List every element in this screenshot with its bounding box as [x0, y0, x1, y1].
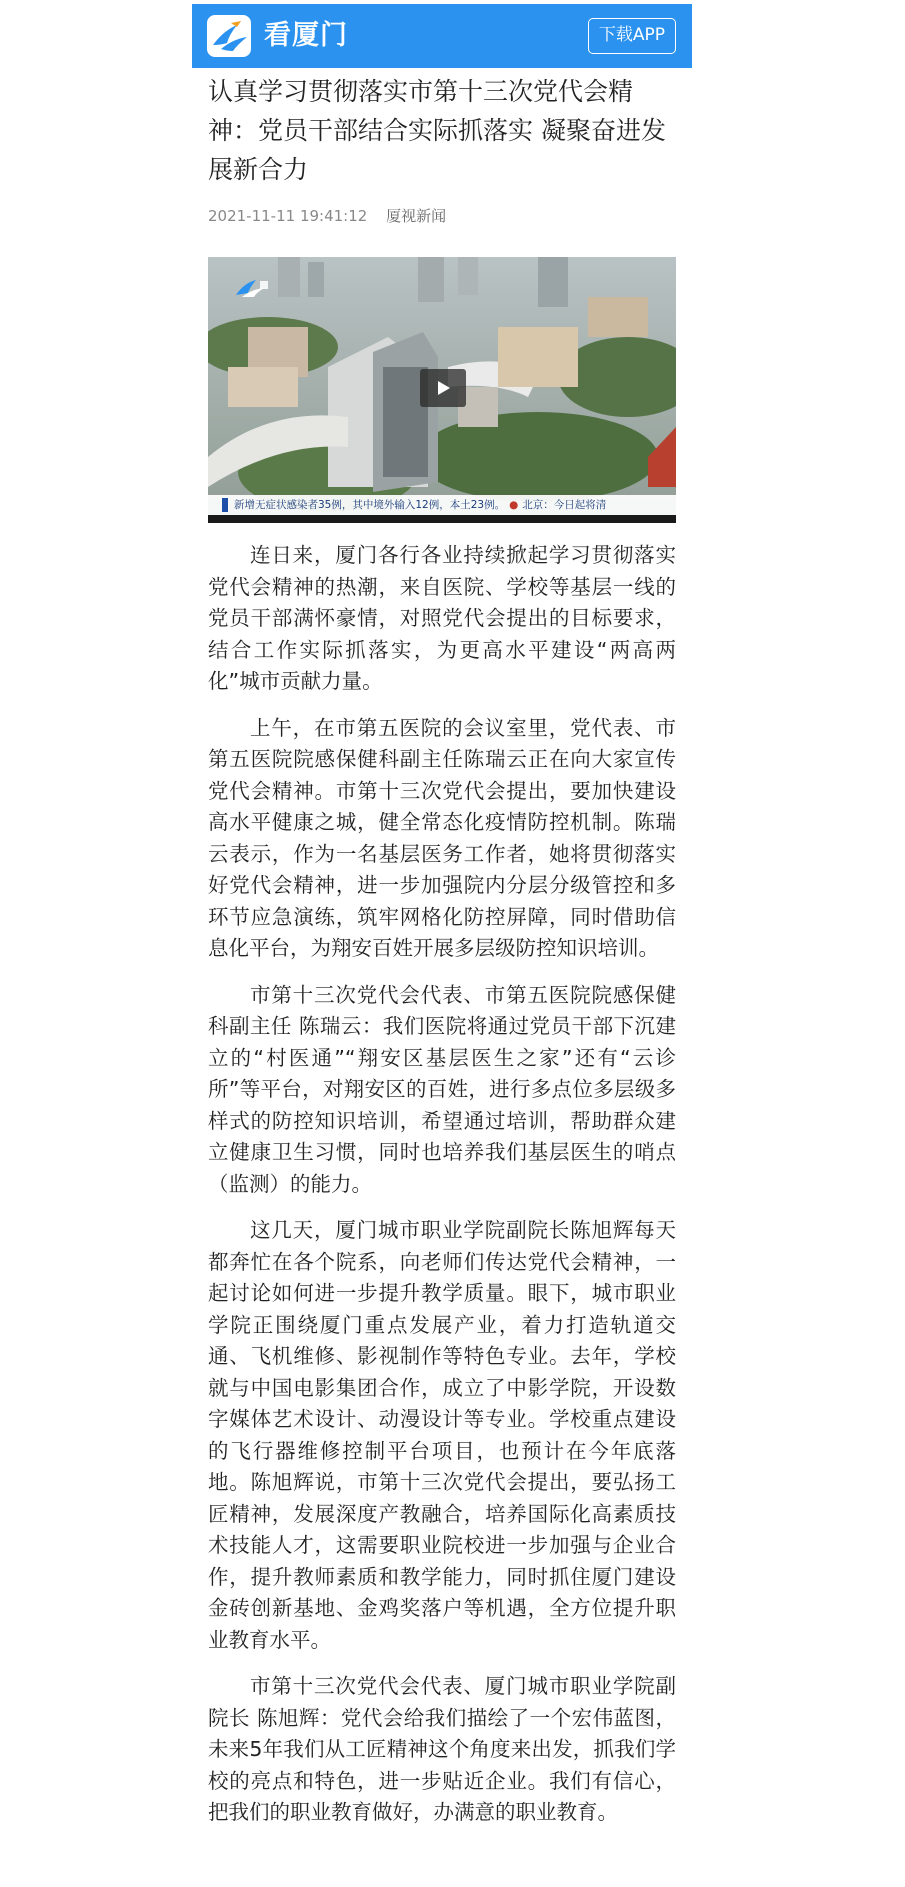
app-logo-icon[interactable] — [207, 15, 251, 57]
news-ticker: 新增无症状感染者35例，其中境外输入12例，本土23例。 ● 北京：今日起将清 — [208, 495, 676, 515]
ticker-text-left: 新增无症状感染者35例，其中境外输入12例，本土23例。 — [234, 499, 506, 511]
video-progress-bar — [208, 515, 676, 523]
article-paragraph: 市第十三次党代会代表、市第五医院院感保健科副主任 陈瑞云：我们医院将通过党员干部下沉建立的“村医通”“翔安区基层医生之家”还有“云诊所”等平台，对翔安区的百姓，进行多点位多层级多样式的防控知识培训，希望通过培训，帮助群众建立健康卫生习惯，同时也培养我们基层医生的哨点（监测）的能力。 — [208, 982, 676, 1196]
download-app-button[interactable]: 下载APP — [588, 18, 676, 54]
article-paragraph: 上午，在市第五医院的会议室里，党代表、市第五医院院感保健科副主任陈瑞云正在向大家宣传党代会精神。市第十三次党代会提出，要加快建设高水平健康之城，健全常态化疫情防控机制。陈瑞云表示，作为一名基层医务工作者，她将贯彻落实好党代会精神，进一步加强院内分层分级管控和多环节应急演练，筑牢网格化防控屏障，同时借助信息化平台，为翔安百姓开展多层级防控知识培训。 — [208, 715, 676, 960]
publish-datetime: 2021-11-11 19:41:12 — [208, 207, 368, 225]
article-body — [208, 540, 676, 1844]
play-icon[interactable] — [420, 369, 466, 407]
article-paragraph: 连日来，厦门各行各业持续掀起学习贯彻落实党代会精神的热潮，来自医院、学校等基层一线的党员干部满怀豪情，对照党代会提出的目标要求，结合工作实际抓落实，为更高水平建设“两高两化”城市贡献力量。 — [208, 543, 676, 693]
article-source[interactable]: 厦视新闻 — [386, 207, 447, 225]
article-meta — [208, 206, 446, 226]
ticker-text-right: 北京：今日起将清 — [522, 499, 607, 511]
tv-station-logo-icon — [234, 277, 270, 299]
app-name: 看厦门 — [264, 20, 348, 51]
video-player[interactable] — [208, 257, 676, 523]
article-paragraph: 市第十三次党代会代表、厦门城市职业学院副院长 陈旭辉：党代会给我们描绘了一个宏伟蓝图，未来5年我们从工匠精神这个角度来出发，抓我们学校的亮点和特色，进一步贴近企业。我们有信心，把我们的职业教育做好，办满意的职业教育。 — [208, 1674, 676, 1824]
app-header — [192, 4, 692, 68]
article-paragraph: 这几天，厦门城市职业学院副院长陈旭辉每天都奔忙在各个院系，向老师们传达党代会精神，一起讨论如何进一步提升教学质量。眼下，城市职业学院正围绕厦门重点发展产业，着力打造轨道交通、飞机维修、影视制作等特色专业。去年，学校就与中国电影集团合作，成立了中影学院，开设数字媒体艺术设计、动漫设计等专业。学校重点建设的飞行器维修控制平台项目，也预计在今年底落地。陈旭辉说，市第十三次党代会提出，要弘扬工匠精神，发展深度产教融合，培养国际化高素质技术技能人才，这需要职业院校进一步加强与企业合作，提升教师素质和教学能力，同时抓住厦门建设金砖创新基地、金鸡奖落户等机遇，全方位提升职业教育水平。 — [208, 1218, 676, 1652]
article-title: 认真学习贯彻落实市第十三次党代会精神：党员干部结合实际抓落实 凝聚奋进发展新合力 — [208, 77, 666, 184]
